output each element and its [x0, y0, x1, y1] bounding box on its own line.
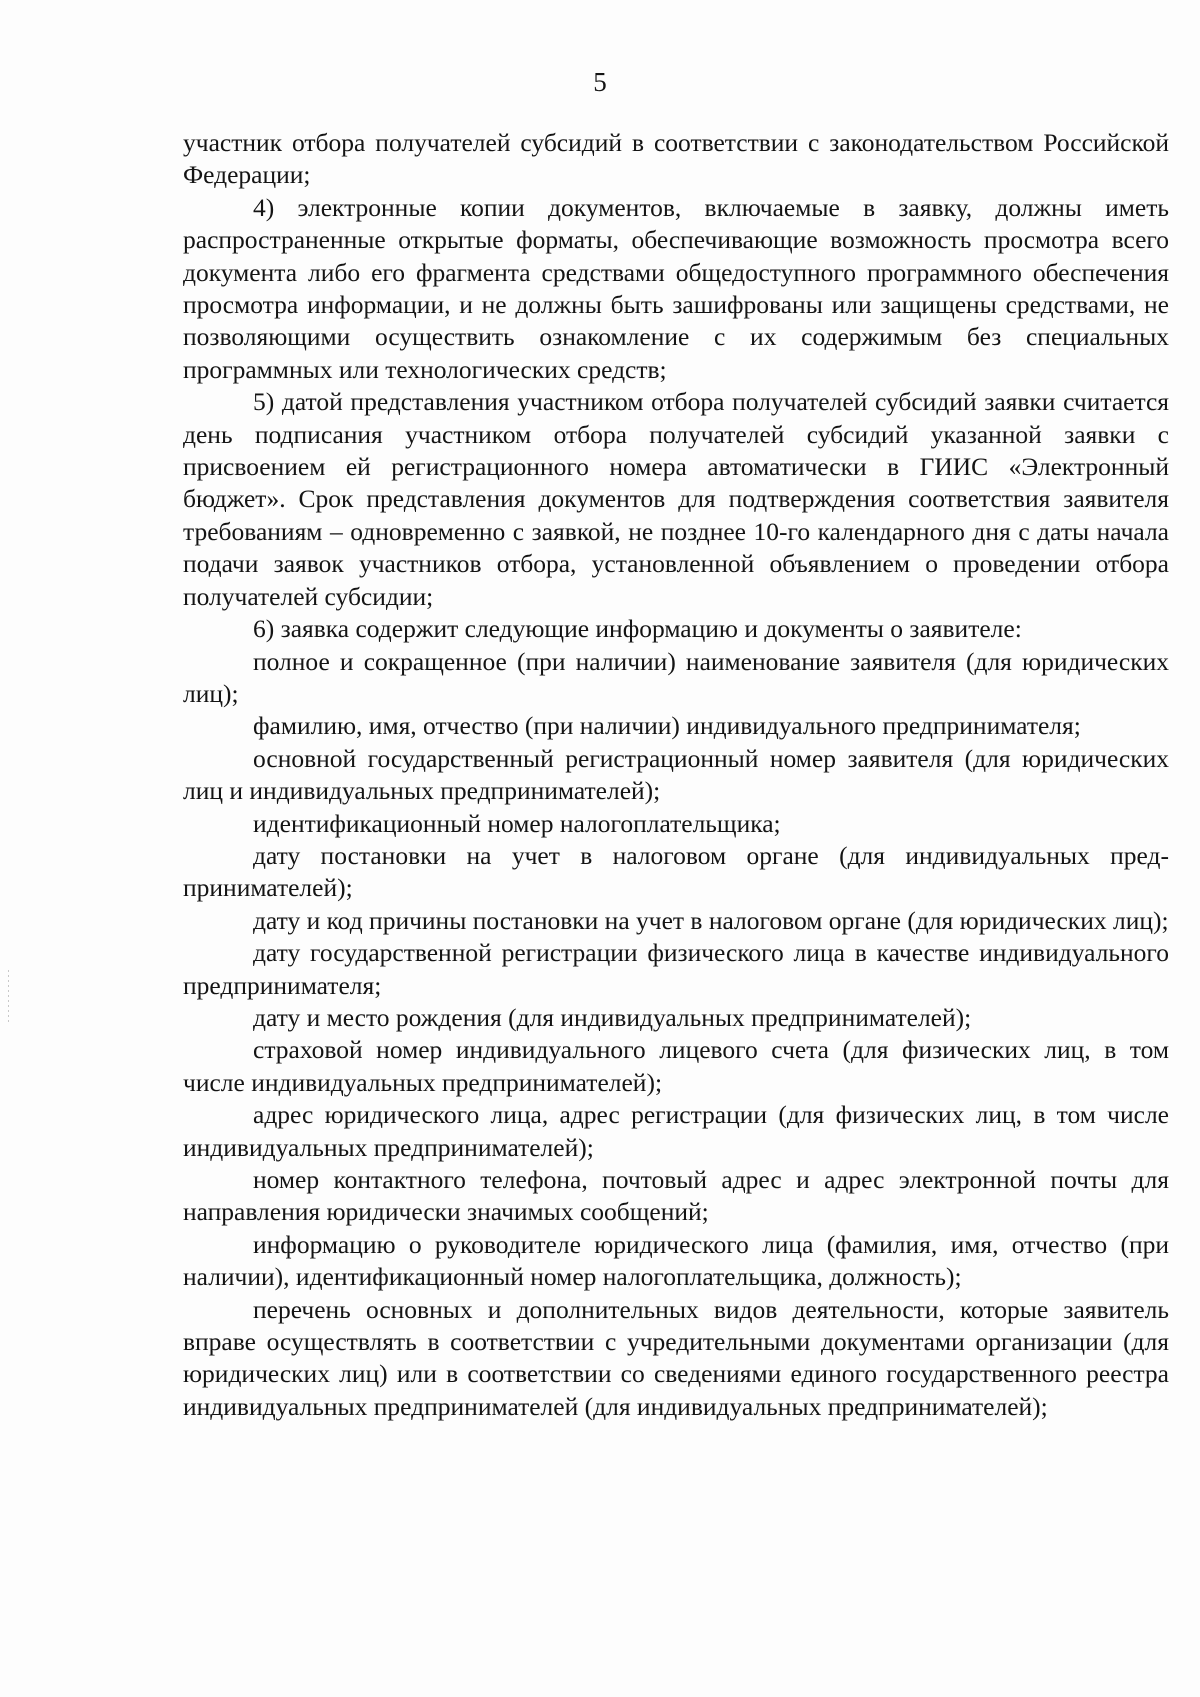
- list-item-inn: идентификационный номер налогоплательщика;: [253, 808, 781, 838]
- paragraph-item-4-electronic-copies: 4) электронные копии документов, включаемые в заявку, должны иметь распространенные открытые форматы, обеспечивающие возможность просмотра всего документа либо его фрагмента средствами общедоступного программного обеспечения просмотра информации, и не должны быть зашифрованы или защищены средствами, не позволяющими осуществить ознакомление с их содержимым без специальных программных или технологических средств;: [183, 192, 1169, 384]
- list-item-ogrn: основной государственный регистрационный номер заявителя (для юридических лиц и индивидуальных предпринимателей);: [183, 743, 1169, 806]
- paragraph-item-5-submission-date: 5) датой представления участником отбора получателей субсидий заявки считается день подписания участником отбора получателей субсидий указанной заявки с присвоением ей регистрационного номера автоматически в ГИИС «Электронный бюджет». Срок представления документов для подтверждения соответствия заявителя требованиям – одновременно с заявкой, не позднее 10-го календарного дня с даты начала подачи заявок участников отбора, установленной объявлением о проведении отбора получателей субсидии;: [183, 387, 1169, 611]
- list-item-full-name: полное и сокращенное (при наличии) наименование заявителя (для юридических лиц);: [183, 646, 1169, 708]
- list-item-director-info: информацию о руководителе юридического лица (фамилия, имя, отчество (при наличии), идентификационный номер налогоплательщика, должность);: [183, 1229, 1169, 1292]
- document-body: [183, 127, 1169, 1423]
- list-item-contacts: номер контактного телефона, почтовый адрес и адрес электронной почты для направления юридически значимых сообщений;: [183, 1165, 1169, 1227]
- list-item-entrepreneur-name: фамилию, имя, отчество (при наличии) индивидуального предпринимателя;: [253, 711, 1081, 741]
- paragraph-continuation: участник отбора получателей субсидий в соответствии с законодательством Российской Федерации;: [183, 128, 1169, 190]
- list-item-birth-date-place: дату и место рождения (для индивидуальных предпринимателей);: [253, 1002, 972, 1032]
- paragraph-item-6-application-contents: 6) заявка содержит следующие информацию и документы о заявителе:: [253, 614, 1022, 644]
- list-item-state-registration-date: дату государственной регистрации физического лица в качестве индивидуального предпринимателя;: [183, 938, 1169, 1000]
- list-item-snils: страховой номер индивидуального лицевого счета (для физических лиц, в том числе индивидуальных предпринимателей);: [183, 1035, 1169, 1097]
- list-item-address: адрес юридического лица, адрес регистрации (для физических лиц, в том числе индивидуальных предпринимателей);: [183, 1100, 1169, 1162]
- list-item-tax-registration-date: дату постановки на учет в налоговом органе (для индивидуальных предпринимателей);: [183, 840, 1169, 903]
- list-item-activity-types: перечень основных и дополнительных видов деятельности, которые заявитель вправе осуществлять в соответствии с учредительными документами организации (для юридических лиц) или в соответствии со сведениями единого государственного реестра индивидуальных предпринимателей (для индивидуальных предпринимателей);: [183, 1294, 1169, 1421]
- page-number: 5: [593, 67, 607, 97]
- list-item-tax-registration-code: дату и код причины постановки на учет в налоговом органе (для юридических лиц);: [253, 905, 1169, 935]
- scan-edge-mark: [8, 970, 9, 1022]
